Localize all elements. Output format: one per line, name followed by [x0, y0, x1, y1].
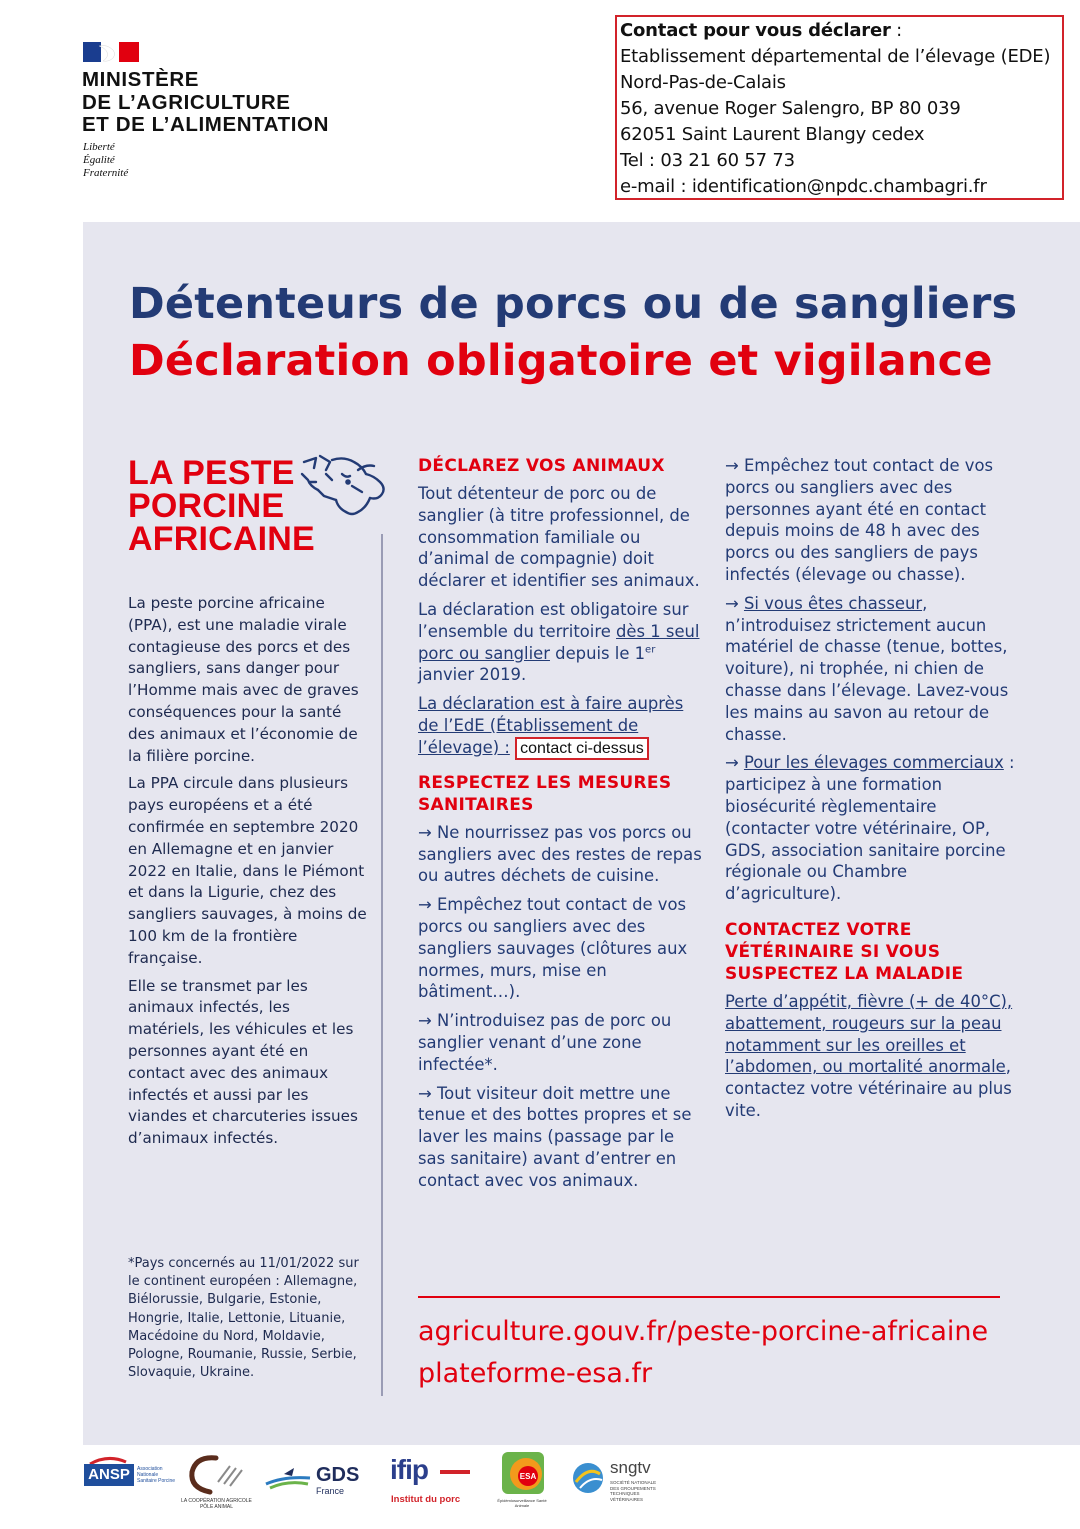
- measure-item: → Ne nourrissez pas vos porcs ou sangliers avec des restes de repas ou autres déchets de cuisine.: [418, 822, 702, 886]
- declare-paragraph-2: La déclaration est obligatoire sur l’ensemble du territoire dès 1 seul porc ou sanglier depuis le 1er janvier 2019.: [418, 599, 700, 685]
- commercial-item: → Pour les élevages commerciaux : participez à une formation biosécurité règlementaire (contacter votre vétérinaire, OP, GDS, association sanitaire porcine régionale ou Chambre d’agriculture).: [725, 753, 1015, 904]
- red-divider: [418, 1296, 1000, 1298]
- page-subtitle: Déclaration obligatoire et vigilance: [129, 336, 993, 386]
- republic-motto: Liberté Égalité Fraternité: [83, 141, 129, 179]
- ede-link[interactable]: La déclaration est à faire auprès de l’EdE (Établissement de l’élevage) :: [418, 694, 684, 757]
- svg-text:ESA: ESA: [519, 1472, 537, 1481]
- plateforme-esa-logo: ESA Épidémiosurveillance Santé Animale: [498, 1450, 548, 1510]
- contact-region: Nord-Pas-de-Calais: [620, 72, 786, 93]
- measure-item: → N’introduisez pas de porc ou sanglier venant d’une zone infectée*.: [418, 1011, 672, 1074]
- declare-heading: DÉCLAREZ VOS ANIMAUX: [418, 456, 665, 476]
- measures-heading: RESPECTEZ LES MESURES SANITAIRES: [418, 772, 672, 815]
- countries-footnote: *Pays concernés au 11/01/2022 sur le continent européen : Allemagne, Biélorussie, Bulgarie, Estonie, Hongrie, Italie, Lettonie, Lituanie, Macédoine du Nord, Moldavie, Pologne, Roumanie, Russie, Serbie, Slovaquie, Ukraine.: [128, 1256, 359, 1381]
- esa-circle-icon: [500, 1450, 546, 1496]
- symptoms-paragraph: Perte d’appétit, fièvre (+ de 40°C), abattement, rougeurs sur la peau notamment sur les oreilles et l’abdomen, ou mortalité anormale, contactez votre vétérinaire au plus vite.: [725, 991, 1013, 1120]
- ppa-paragraph-1: La peste porcine africaine (PPA), est une maladie virale contagieuse des porcs et des sangliers, sans danger pour l’Homme mais avec de graves conséquences pour la santé des animaux et l’économie de la filière porcine.: [128, 594, 359, 765]
- declare-paragraph-3: [418, 693, 703, 760]
- measure-item: → Empêchez tout contact de vos porcs ou sangliers avec des sangliers sauvages (clôtures aux normes, murs, mise en bâtiment…).: [418, 895, 688, 1002]
- gds-france-logo: GDS France: [264, 1462, 364, 1498]
- declare-column: [418, 455, 703, 1199]
- cooperation-agricole-logo: LA COOPÉRATION AGRICOLE PÔLE ANIMAL: [174, 1452, 259, 1508]
- contact-phone[interactable]: Tel : 03 21 60 57 73: [620, 150, 795, 171]
- esa-url-link[interactable]: plateforme-esa.fr: [418, 1358, 653, 1389]
- sngtv-globe-icon: [570, 1460, 606, 1496]
- measure-item: → Tout visiteur doit mettre une tenue et des bottes propres et se laver les mains (passage par le sas sanitaire) avant d’entrer en contact avec vos animaux.: [418, 1083, 692, 1190]
- marianne-logo-icon: [83, 42, 139, 62]
- contact-persons-item: → Empêchez tout contact de vos porcs ou sangliers avec des personnes ayant été en contact depuis moins de 48 h avec des porcs ou des sangliers de pays infectés (élevage ou chasse).: [725, 456, 994, 584]
- agriculture-url-link[interactable]: agriculture.gouv.fr/peste-porcine-africaine: [418, 1316, 989, 1347]
- contact-org: Etablissement départemental de l’élevage (EDE): [620, 46, 1051, 67]
- ppa-paragraph-3: Elle se transmet par les animaux infectés, les matériels, les véhicules et les personnes ayant été en contact avec des animaux infectés et aussi par les viandes et charcuteries issues d’animaux infectés.: [128, 976, 358, 1148]
- contact-box: [615, 15, 1064, 200]
- page-title: Détenteurs de porcs ou de sangliers: [129, 279, 1018, 329]
- gds-arrow-icon: [264, 1466, 314, 1492]
- contact-above-button[interactable]: contact ci-dessus: [515, 737, 649, 760]
- boar-head-icon: [296, 452, 388, 518]
- ppa-paragraph-2: La PPA circule dans plusieurs pays européens et a été confirmée en septembre 2020 en Allemagne et en janvier 2022 en Italie, dans le Piémont et dans la Ligurie, chez des sangliers sauvages, à moins de 100 km de la frontière française.: [128, 774, 367, 967]
- ministry-name: MINISTÈRE DE L’AGRICULTURE ET DE L’ALIMENTATION: [82, 68, 329, 136]
- hunter-item: → Si vous êtes chasseur, n’introduisez strictement aucun matériel de chasse (tenue, bottes, voiture), ni trophée, ni chien de chasse dans l’élevage. Lavez-vous les mains au savon au retour de chasse.: [725, 593, 1009, 744]
- ppa-description: [128, 593, 368, 1156]
- declare-paragraph-1: Tout détenteur de porc ou de sanglier (à titre professionnel, de consommation familiale ou d’animal de compagnie) doit déclarer et identifier ses animaux.: [418, 484, 700, 591]
- contact-city: 62051 Saint Laurent Blangy cedex: [620, 124, 925, 145]
- partner-logos: [0, 1448, 1080, 1529]
- hunter-link[interactable]: Si vous êtes chasseur: [743, 593, 923, 613]
- one-animal-link[interactable]: dès 1 seul porc ou sanglier: [418, 621, 700, 663]
- cooperation-c-icon: [182, 1452, 252, 1496]
- vet-heading: CONTACTEZ VOTRE VÉTÉRINAIRE SI VOUS SUSPECTEZ LA MALADIE: [725, 919, 964, 984]
- sngtv-logo: sngtv SOCIÉTÉ NATIONALE DES GROUPEMENTS TECHNIQUES VÉTÉRINAIRES: [570, 1458, 670, 1498]
- ppa-title: LA PESTE PORCINE AFRICAINE: [128, 454, 315, 558]
- vigilance-column: [725, 455, 1015, 1129]
- ifip-logo: ifip Institut du porc: [390, 1454, 480, 1504]
- contact-email[interactable]: e-mail : identification@npdc.chambagri.fr: [620, 176, 987, 197]
- symptoms-link[interactable]: Perte d’appétit, fièvre (+ de 40°C), abattement, rougeurs sur la peau notamment sur les oreilles et l’abdomen, ou mortalité anormale: [725, 991, 1013, 1077]
- contact-label: Contact pour vous déclarer :: [620, 20, 903, 41]
- ansp-logo: ANSP Association Nationale Sanitaire Porcine: [84, 1456, 174, 1492]
- commercial-link[interactable]: Pour les élevages commerciaux: [743, 753, 1004, 773]
- column-divider: [381, 534, 383, 1396]
- contact-address: 56, avenue Roger Salengro, BP 80 039: [620, 98, 961, 119]
